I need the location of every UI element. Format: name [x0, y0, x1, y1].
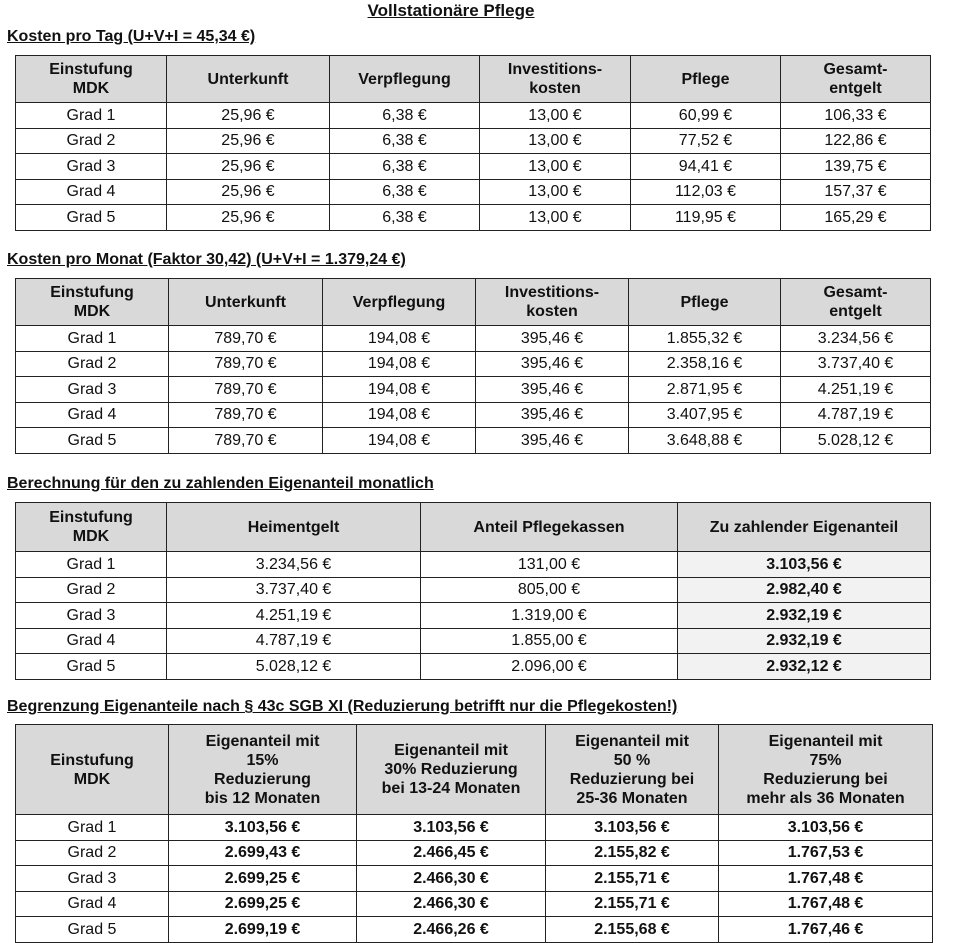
table-monthly-costs — [15, 278, 931, 454]
value-cell: 3.648,88 € — [629, 428, 781, 454]
grade-cell: Grad 2 — [16, 128, 167, 154]
column-header: Einstufung MDK — [16, 725, 169, 815]
column-header: Verpflegung — [323, 279, 476, 326]
value-cell: 395,46 € — [476, 377, 629, 403]
value-cell: 1.319,00 € — [421, 603, 678, 629]
value-cell: 789,70 € — [169, 351, 323, 377]
value-cell: 3.737,40 € — [781, 351, 931, 377]
grade-cell: Grad 5 — [16, 654, 167, 680]
heading-begrenzung: Begrenzung Eigenanteile nach § 43c SGB XI (Reduzierung betrifft nur die Pflegekosten!) — [7, 698, 678, 715]
grade-cell: Grad 4 — [16, 628, 167, 654]
grade-cell: Grad 3 — [16, 603, 167, 629]
value-cell: 112,03 € — [631, 179, 781, 205]
table-row — [16, 205, 931, 231]
value-cell: 194,08 € — [323, 351, 476, 377]
table-row — [16, 840, 933, 866]
column-header: Verpflegung — [330, 56, 480, 103]
column-header: Eigenanteil mit 15% Reduzierung bis 12 Monaten — [169, 725, 357, 815]
grade-cell: Grad 1 — [16, 552, 167, 578]
value-cell: 3.407,95 € — [629, 402, 781, 428]
value-cell: 805,00 € — [421, 577, 678, 603]
value-cell: 13,00 € — [480, 128, 631, 154]
table-begrenzung — [15, 724, 933, 943]
table-row — [16, 351, 931, 377]
column-header: Investitions- kosten — [476, 279, 629, 326]
value-cell: 3.103,56 € — [678, 552, 931, 578]
value-cell: 1.767,48 € — [719, 891, 933, 917]
table-row — [16, 917, 933, 943]
value-cell: 5.028,12 € — [167, 654, 421, 680]
value-cell: 119,95 € — [631, 205, 781, 231]
value-cell: 25,96 € — [167, 128, 330, 154]
value-cell: 3.103,56 € — [719, 815, 933, 841]
value-cell: 194,08 € — [323, 377, 476, 403]
value-cell: 13,00 € — [480, 179, 631, 205]
header-row — [16, 503, 931, 552]
value-cell: 395,46 € — [476, 351, 629, 377]
value-cell: 2.932,19 € — [678, 603, 931, 629]
table-row — [16, 815, 933, 841]
heading-monthly-costs: Kosten pro Monat (Faktor 30,42) (U+V+I = 1.379,24 €) — [7, 251, 406, 268]
table-row — [16, 128, 931, 154]
value-cell: 2.466,26 € — [357, 917, 546, 943]
value-cell: 395,46 € — [476, 402, 629, 428]
value-cell: 2.699,25 € — [169, 891, 357, 917]
value-cell: 94,41 € — [631, 154, 781, 180]
grade-cell: Grad 1 — [16, 103, 167, 129]
value-cell: 789,70 € — [169, 326, 323, 352]
grade-cell: Grad 2 — [16, 577, 167, 603]
value-cell: 1.767,48 € — [719, 866, 933, 892]
table-row — [16, 154, 931, 180]
value-cell: 2.155,68 € — [546, 917, 719, 943]
value-cell: 4.787,19 € — [167, 628, 421, 654]
grade-cell: Grad 5 — [16, 205, 167, 231]
header-row — [16, 725, 933, 815]
value-cell: 25,96 € — [167, 154, 330, 180]
value-cell: 2.699,25 € — [169, 866, 357, 892]
value-cell: 4.251,19 € — [167, 603, 421, 629]
value-cell: 4.787,19 € — [781, 402, 931, 428]
column-header: Eigenanteil mit 30% Reduzierung bei 13-24 Monaten — [357, 725, 546, 815]
value-cell: 6,38 € — [330, 128, 480, 154]
table-row — [16, 866, 933, 892]
heading-eigenanteil: Berechnung für den zu zahlenden Eigenanteil monatlich — [7, 475, 434, 492]
value-cell: 25,96 € — [167, 205, 330, 231]
column-header: Unterkunft — [167, 56, 330, 103]
value-cell: 1.855,00 € — [421, 628, 678, 654]
value-cell: 60,99 € — [631, 103, 781, 129]
table-row — [16, 179, 931, 205]
grade-cell: Grad 2 — [16, 351, 169, 377]
value-cell: 4.251,19 € — [781, 377, 931, 403]
grade-cell: Grad 1 — [16, 326, 169, 352]
table-row — [16, 628, 931, 654]
table-row — [16, 891, 933, 917]
value-cell: 789,70 € — [169, 402, 323, 428]
grade-cell: Grad 4 — [16, 402, 169, 428]
value-cell: 2.932,12 € — [678, 654, 931, 680]
value-cell: 3.234,56 € — [167, 552, 421, 578]
value-cell: 5.028,12 € — [781, 428, 931, 454]
value-cell: 395,46 € — [476, 428, 629, 454]
value-cell: 25,96 € — [167, 103, 330, 129]
table-row — [16, 402, 931, 428]
value-cell: 6,38 € — [330, 103, 480, 129]
grade-cell: Grad 5 — [16, 917, 169, 943]
grade-cell: Grad 2 — [16, 840, 169, 866]
value-cell: 2.155,82 € — [546, 840, 719, 866]
column-header: Unterkunft — [169, 279, 323, 326]
value-cell: 2.358,16 € — [629, 351, 781, 377]
grade-cell: Grad 3 — [16, 154, 167, 180]
value-cell: 2.155,71 € — [546, 866, 719, 892]
value-cell: 6,38 € — [330, 205, 480, 231]
value-cell: 789,70 € — [169, 428, 323, 454]
document-title: Vollstationäre Pflege — [367, 1, 535, 20]
header-row — [16, 56, 931, 103]
value-cell: 2.699,43 € — [169, 840, 357, 866]
grade-cell: Grad 4 — [16, 891, 169, 917]
column-header: Pflege — [631, 56, 781, 103]
value-cell: 25,96 € — [167, 179, 330, 205]
table-row — [16, 428, 931, 454]
column-header: Pflege — [629, 279, 781, 326]
column-header: Anteil Pflegekassen — [421, 503, 678, 552]
value-cell: 395,46 € — [476, 326, 629, 352]
value-cell: 2.932,19 € — [678, 628, 931, 654]
header-row — [16, 279, 931, 326]
value-cell: 2.466,30 € — [357, 891, 546, 917]
column-header: Einstufung MDK — [16, 279, 169, 326]
value-cell: 2.982,40 € — [678, 577, 931, 603]
column-header: Eigenanteil mit 50 % Reduzierung bei 25-36 Monaten — [546, 725, 719, 815]
table-eigenanteil — [15, 502, 931, 680]
value-cell: 3.103,56 € — [357, 815, 546, 841]
value-cell: 194,08 € — [323, 402, 476, 428]
grade-cell: Grad 5 — [16, 428, 169, 454]
column-header: Gesamt- entgelt — [781, 56, 931, 103]
value-cell: 6,38 € — [330, 154, 480, 180]
column-header: Eigenanteil mit 75% Reduzierung bei mehr als 36 Monaten — [719, 725, 933, 815]
value-cell: 77,52 € — [631, 128, 781, 154]
value-cell: 13,00 € — [480, 103, 631, 129]
column-header: Einstufung MDK — [16, 503, 167, 552]
value-cell: 3.737,40 € — [167, 577, 421, 603]
column-header: Gesamt- entgelt — [781, 279, 931, 326]
heading-daily-costs: Kosten pro Tag (U+V+I = 45,34 €) — [7, 28, 256, 45]
grade-cell: Grad 4 — [16, 179, 167, 205]
value-cell: 6,38 € — [330, 179, 480, 205]
table-row — [16, 103, 931, 129]
grade-cell: Grad 3 — [16, 377, 169, 403]
value-cell: 2.466,30 € — [357, 866, 546, 892]
value-cell: 1.855,32 € — [629, 326, 781, 352]
value-cell: 2.155,71 € — [546, 891, 719, 917]
table-row — [16, 326, 931, 352]
grade-cell: Grad 3 — [16, 866, 169, 892]
value-cell: 13,00 € — [480, 205, 631, 231]
value-cell: 13,00 € — [480, 154, 631, 180]
value-cell: 2.096,00 € — [421, 654, 678, 680]
value-cell: 194,08 € — [323, 326, 476, 352]
value-cell: 2.871,95 € — [629, 377, 781, 403]
table-row — [16, 552, 931, 578]
value-cell: 165,29 € — [781, 205, 931, 231]
value-cell: 106,33 € — [781, 103, 931, 129]
column-header: Einstufung MDK — [16, 56, 167, 103]
value-cell: 1.767,46 € — [719, 917, 933, 943]
value-cell: 3.103,56 € — [546, 815, 719, 841]
value-cell: 3.103,56 € — [169, 815, 357, 841]
column-header: Investitions- kosten — [480, 56, 631, 103]
value-cell: 1.767,53 € — [719, 840, 933, 866]
table-row — [16, 603, 931, 629]
column-header: Heimentgelt — [167, 503, 421, 552]
grade-cell: Grad 1 — [16, 815, 169, 841]
value-cell: 2.466,45 € — [357, 840, 546, 866]
table-row — [16, 654, 931, 680]
value-cell: 194,08 € — [323, 428, 476, 454]
value-cell: 139,75 € — [781, 154, 931, 180]
table-row — [16, 577, 931, 603]
value-cell: 131,00 € — [421, 552, 678, 578]
column-header: Zu zahlender Eigenanteil — [678, 503, 931, 552]
value-cell: 2.699,19 € — [169, 917, 357, 943]
value-cell: 789,70 € — [169, 377, 323, 403]
table-row — [16, 377, 931, 403]
table-daily-costs — [15, 55, 931, 231]
value-cell: 122,86 € — [781, 128, 931, 154]
value-cell: 3.234,56 € — [781, 326, 931, 352]
value-cell: 157,37 € — [781, 179, 931, 205]
